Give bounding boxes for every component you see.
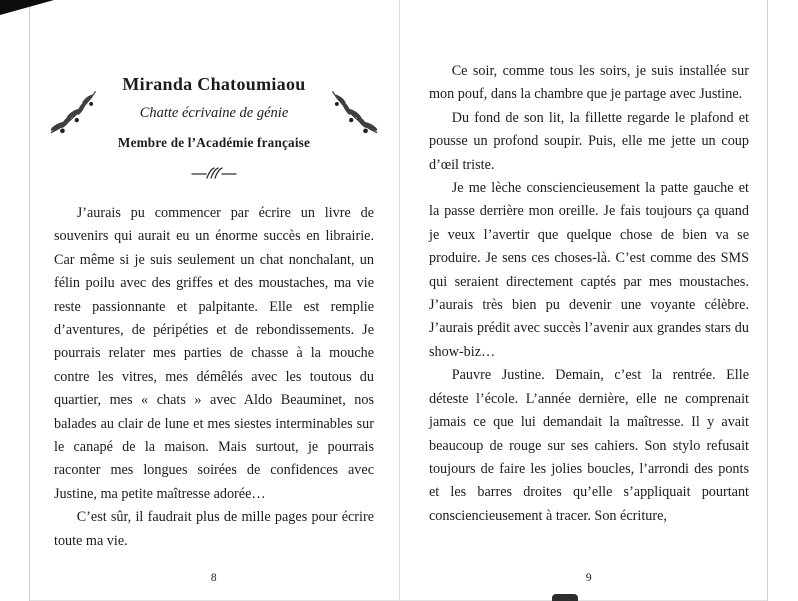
paragraph: Ce soir, comme tous les soirs, je suis installée sur mon pouf, dans la chambre que je partage avec Justine. — [429, 63, 749, 103]
page-number-right: 9 — [585, 572, 593, 584]
book-title: Miranda Chatoumiaou — [122, 74, 306, 94]
paragraph: Pauvre Justine. Demain, c’est la rentrée. Elle déteste l’école. L’année dernière, elle ne comprenait jamais ce que lui demandait la maîtresse. Il y avait beaucoup de rouge sur ses cahiers. Son stylo refusait toujours de faire les jolies boucles, l’arrondi des ponts et les barres droites qu’elle s’appliquait pourtant consciencieusement à tracer. Son écriture, — [429, 367, 749, 524]
paragraph: J’aurais pu commencer par écrire un livre de souvenirs qui aurait eu un énorme succès en librairie. Car même si je suis seulement un chat nonchalant, un félin poilu avec des griffes et des moustaches, ma vie reste passionnante et palpitante. Elle est remplie d’aventures, de péripéties et de rebondissements. Je pourrais relater mes parties de chasse à la mouche contre les vitres, mes démêlés avec les toutous du quartier, mes « chats » avec Aldo Beauminet, nos balades au clair de lune et mes siestes interminables sur le canapé de la maison. Mais surtout, je pourrais raconter mes longues soirées de confidences avec Justine, ma petite maîtresse adorée… — [54, 205, 374, 502]
olive-branch-left-icon — [46, 86, 104, 138]
book-affiliation: Membre de l’Académie française — [117, 135, 311, 150]
divider-ornament-icon — [54, 166, 374, 182]
left-page-body — [54, 202, 374, 553]
right-page-body — [429, 60, 749, 528]
book-subtitle: Chatte écrivaine de génie — [139, 105, 289, 121]
paragraph: C’est sûr, il faudrait plus de mille pages pour écrire toute ma vie. — [54, 509, 374, 549]
page-edge-line-right — [767, 0, 768, 601]
paragraph: Je me lèche consciencieusement la patte gauche et la passe derrière mon oreille. Je fais toujours ça quand je veux l’avertir que quelque chose de bien va se produire. Je sens ces choses-là. C’est comme des SMS qui seraient directement captés par mes moustaches. J’aurais très bien pu devenir une voyante célèbre. J’aurais prédit avec succès l’avenir aux grandes stars du show-biz… — [429, 180, 749, 360]
right-page — [400, 0, 767, 601]
paragraph: Du fond de son lit, la fillette regarde le plafond et pousse un profond soupir. Puis, elle me jette un coup d’œil triste. — [429, 109, 749, 173]
page-number-left: 8 — [210, 572, 218, 584]
olive-branch-right-icon — [324, 86, 382, 138]
left-page — [30, 0, 399, 601]
chapter-header — [54, 70, 374, 182]
